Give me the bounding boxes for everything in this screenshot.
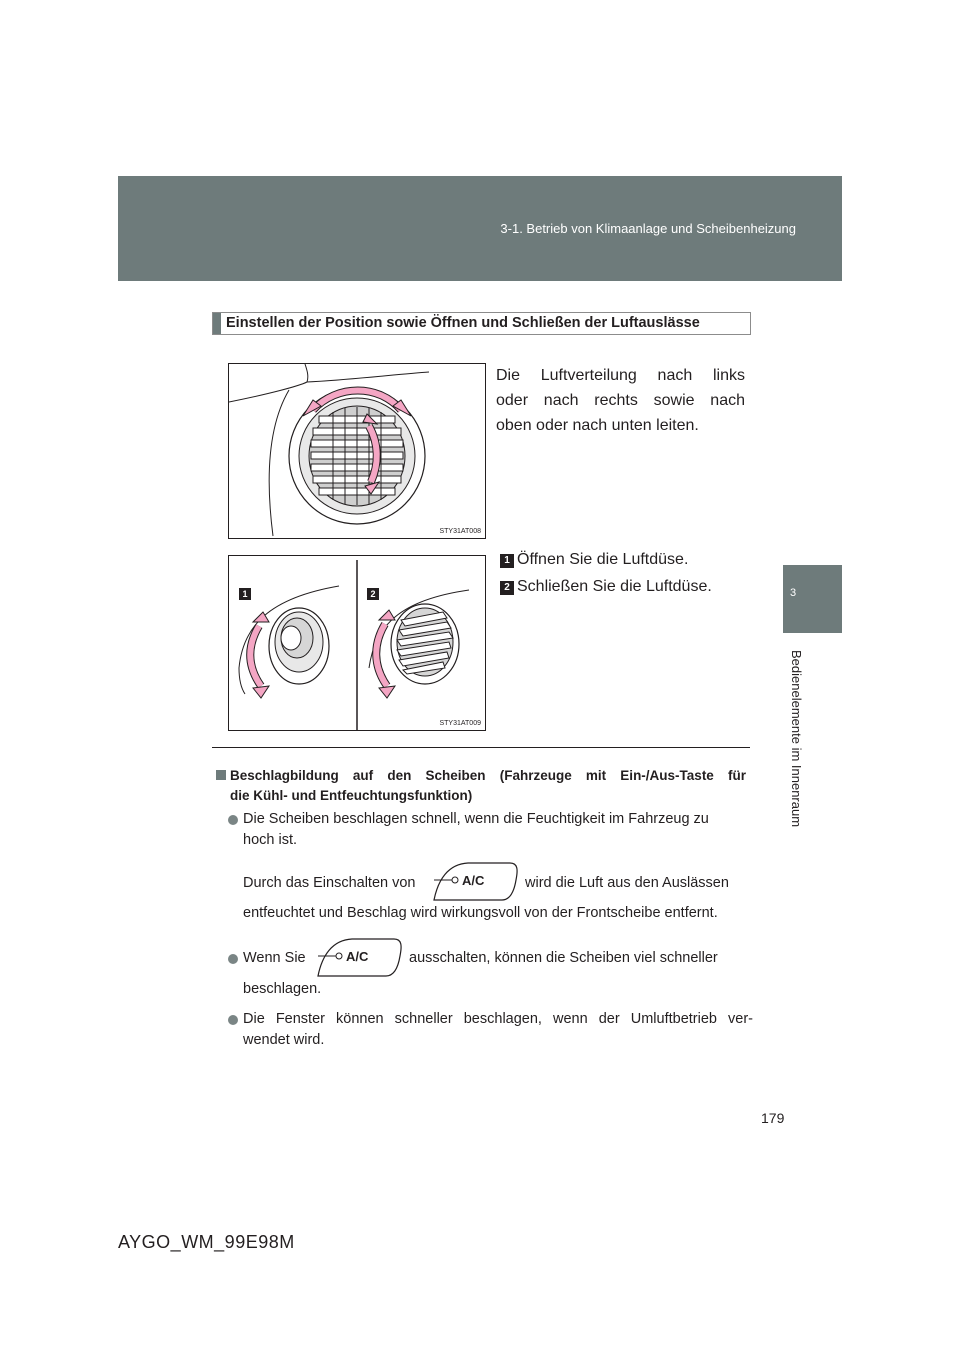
bullet-3-text	[243, 1009, 753, 1051]
ac-button-label: A/C	[462, 873, 485, 888]
description-line-2: oder nach rechts sowie nach	[496, 392, 745, 409]
bullet-3-line-2: wendet wird.	[243, 1032, 325, 1048]
ac-text-before: Durch das Einschalten von	[243, 875, 416, 891]
chapter-label: Bedienelemente im Innenraum	[789, 650, 804, 828]
bullet-2-before: Wenn Sie	[243, 950, 306, 966]
ac-text-line-2: entfeuchtet und Beschlag wird wirkungsvoll von der Frontscheibe entfernt.	[243, 905, 718, 921]
footer-model-code: AYGO_WM_99E98M	[118, 1232, 295, 1252]
chapter-number: 3	[789, 587, 797, 599]
section-title-box	[212, 312, 751, 335]
figure-label-2: 2	[367, 588, 379, 600]
note-heading-line-1: Beschlagbildung auf den Scheiben (Fahrzeuge mit Ein-/Aus-Taste für	[230, 768, 746, 783]
figure-code: STY31AT009	[439, 720, 481, 727]
ac-text-after: wird die Luft aus den Auslässen	[525, 875, 729, 891]
section-breadcrumb: 3-1. Betrieb von Klimaanlage und Scheibenheizung	[500, 221, 796, 236]
ac-button-icon	[428, 860, 520, 904]
vent-open-close-illustration	[229, 556, 485, 730]
note-heading	[216, 766, 746, 806]
figure-code: STY31AT008	[439, 528, 481, 535]
step-text: Öffnen Sie die Luftdüse.	[517, 551, 689, 568]
bullet-1-line-2: hoch ist.	[243, 832, 297, 848]
figure-label-1: 1	[239, 588, 251, 600]
ac-button-icon	[312, 936, 404, 980]
ac-button-label: A/C	[346, 949, 369, 964]
page-number: 179	[761, 1110, 785, 1126]
bullet-2-after: ausschalten, können die Scheiben viel schneller	[409, 950, 718, 966]
description-line-1: Die Luftverteilung nach links	[496, 367, 745, 384]
header-bar	[118, 176, 842, 281]
figure-vent-direction	[228, 363, 486, 539]
description-text	[496, 363, 745, 438]
bullet-dot	[228, 954, 238, 964]
divider	[212, 747, 750, 748]
step-1	[500, 551, 688, 569]
step-2	[500, 578, 712, 596]
bullet-1-text	[243, 809, 753, 851]
figure-vent-open-close	[228, 555, 486, 731]
step-text: Schließen Sie die Luftdüse.	[517, 578, 712, 595]
description-line-3: oben oder nach unten leiten.	[496, 417, 699, 434]
bullet-dot	[228, 1015, 238, 1025]
bullet-3-line-1: Die Fenster können schneller beschlagen, wenn der Umluftbetrieb ver-	[243, 1011, 753, 1027]
vent-direction-illustration	[229, 364, 485, 538]
bullet-dot	[228, 815, 238, 825]
note-heading-marker	[216, 770, 226, 780]
chapter-label-container	[790, 650, 806, 900]
chapter-tab	[783, 565, 842, 633]
note-heading-line-2: die Kühl- und Entfeuchtungsfunktion)	[230, 788, 473, 803]
section-title-marker	[213, 313, 221, 334]
step-number: 2	[500, 581, 514, 595]
section-title: Einstellen der Position sowie Öffnen und Schließen der Luftauslässe	[226, 315, 700, 331]
bullet-1-line-1: Die Scheiben beschlagen schnell, wenn die Feuchtigkeit im Fahrzeug zu	[243, 811, 709, 827]
step-number: 1	[500, 554, 514, 568]
bullet-2-line-2: beschlagen.	[243, 981, 322, 997]
